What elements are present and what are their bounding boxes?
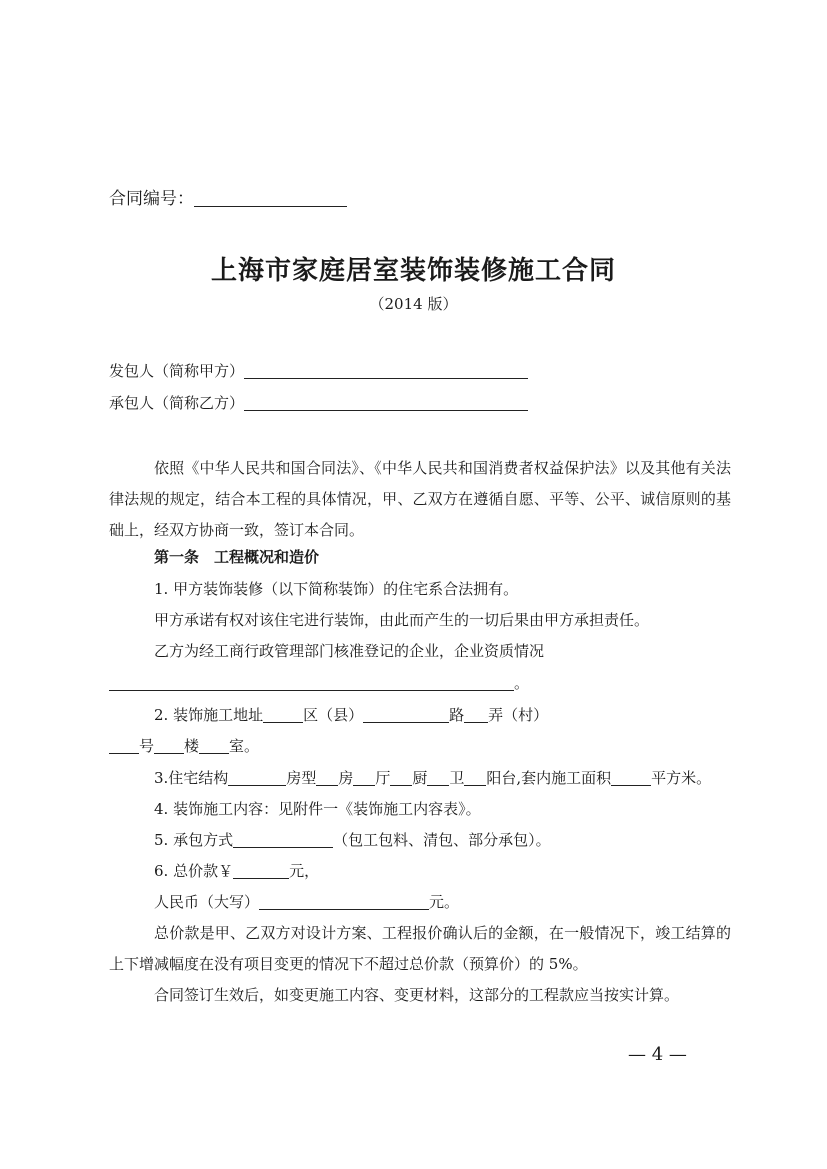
district-label: 区（县） (303, 706, 364, 724)
contract-mode-options: （包工包料、清包、部分承包）。 (333, 831, 551, 849)
change-note: 合同签订生效后，如变更施工内容、变更材料，这部分的工程款应当按实计算。 (154, 986, 680, 1004)
baths-label: 卫 (449, 769, 465, 787)
item2-row2 (109, 735, 731, 757)
address-field-5[interactable] (154, 737, 184, 754)
rooms-field[interactable] (316, 769, 338, 786)
structure-field[interactable] (228, 769, 286, 786)
type-label: 房型 (286, 769, 317, 787)
page-number: — 4 — (628, 1044, 687, 1065)
number-label: 号 (139, 737, 155, 755)
rooms-label: 房 (338, 769, 354, 787)
lane-label: 弄（村） (488, 706, 549, 724)
address-field-2[interactable] (363, 706, 449, 723)
document-version: （2014 版） (369, 295, 458, 313)
halls-label: 厅 (375, 769, 391, 787)
rmb-label: 人民币（大写） (154, 893, 260, 911)
rmb-field[interactable] (259, 893, 429, 910)
contract-mode-field[interactable] (233, 831, 333, 848)
item3-row (154, 767, 731, 789)
total-price-field[interactable] (233, 862, 289, 879)
address-field-1[interactable] (263, 706, 303, 723)
contract-number-label: 合同编号： (109, 189, 194, 209)
party-b-label: 承包人（简称乙方） (109, 394, 245, 412)
qualification-end: 。 (514, 674, 530, 692)
party-a-field[interactable] (244, 362, 528, 379)
kitchens-field[interactable] (390, 769, 412, 786)
qualification-field[interactable] (109, 674, 514, 691)
address-field-4[interactable] (109, 737, 139, 754)
total-price-unit: 元， (289, 862, 320, 880)
article1-heading: 第一条 工程概况和造价 (154, 548, 320, 566)
rmb-row (154, 891, 731, 913)
address-field-6[interactable] (199, 737, 229, 754)
item1-line3: 乙方为经工商行政管理部门核准登记的企业，企业资质情况 (154, 642, 545, 660)
item1-line1: 1. 甲方装饰装修（以下简称装饰）的住宅系合法拥有。 (154, 580, 519, 598)
balconies-field[interactable] (464, 769, 486, 786)
rmb-unit: 元。 (429, 893, 460, 911)
party-b-row (109, 392, 731, 414)
party-a-row (109, 360, 731, 382)
contract-mode-label: 5. 承包方式 (154, 831, 234, 849)
halls-field[interactable] (353, 769, 375, 786)
contract-number-field[interactable] (194, 190, 347, 207)
balcony-area-label: 阳台,套内施工面积 (486, 769, 612, 787)
qualification-row (109, 672, 731, 694)
building-label: 楼 (184, 737, 200, 755)
area-unit: 平方米。 (651, 769, 712, 787)
total-price-note: 总价款是甲、乙双方对设计方案、工程报价确认后的金额，在一般情况下，竣工结算的上下增减幅度在没有项目变更的情况下不超过总价款（预算价）的 5%。 (109, 924, 731, 973)
address-label: 2. 装饰施工地址 (154, 706, 264, 724)
baths-field[interactable] (427, 769, 449, 786)
item2-row1 (154, 704, 731, 726)
structure-label: 3.住宅结构 (154, 769, 229, 787)
party-a-label: 发包人（简称甲方） (109, 362, 245, 380)
item4: 4. 装饰施工内容：见附件一《装饰施工内容表》。 (154, 800, 481, 818)
party-b-field[interactable] (244, 394, 528, 411)
kitchens-label: 厨 (412, 769, 428, 787)
area-field[interactable] (611, 769, 651, 786)
item6-row (154, 860, 731, 882)
room-label: 室。 (229, 737, 260, 755)
item5-row (154, 829, 731, 851)
preamble-paragraph: 依照《中华人民共和国合同法》、《中华人民共和国消费者权益保护法》以及其他有关法律法规的规定，结合本工程的具体情况，甲、乙双方在遵循自愿、平等、公平、诚信原则的基础上，经双方协商一致，签订本合同。 (109, 459, 731, 539)
address-field-3[interactable] (464, 706, 488, 723)
total-price-label: 6. 总价款￥ (154, 862, 234, 880)
document-title: 上海市家庭居室装饰装修施工合同 (210, 256, 616, 286)
item1-line2: 甲方承诺有权对该住宅进行装饰，由此而产生的一切后果由甲方承担责任。 (154, 611, 650, 629)
contract-number-row (109, 188, 731, 210)
road-label: 路 (449, 706, 465, 724)
